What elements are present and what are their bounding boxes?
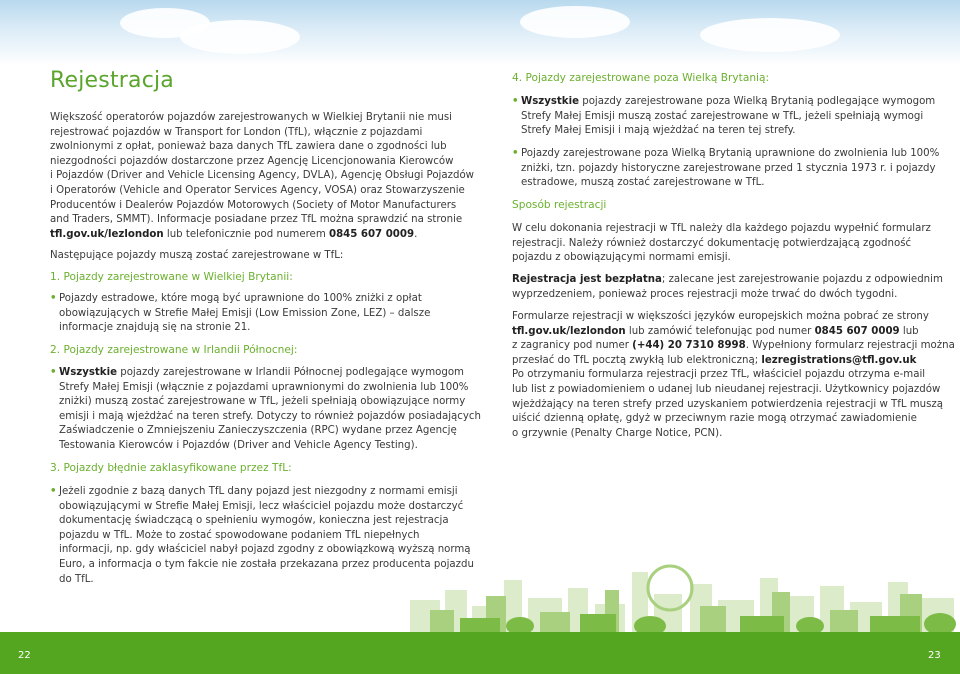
section-heading-ni: 2. Pojazdy zarejestrowane w Irlandii Północnej: xyxy=(50,344,298,356)
green-footer-band xyxy=(0,632,960,674)
section-heading-misclassified: 3. Pojazdy błędnie zaklasyfikowane przez TfL: xyxy=(50,462,292,474)
website-link[interactable]: tfl.gov.uk/lezlondon xyxy=(50,228,164,240)
phone-number: 0845 607 0009 xyxy=(814,325,900,337)
must-register-text: Następujące pojazdy muszą zostać zarejestrowane w TfL: xyxy=(50,250,344,261)
page-number-left: 22 xyxy=(18,650,31,661)
city-skyline-icon xyxy=(400,560,960,634)
page-number-right: 23 xyxy=(928,650,941,661)
bullet-icon: • xyxy=(50,293,57,304)
bullet-icon: • xyxy=(512,148,519,159)
sky-header xyxy=(0,0,960,66)
page-title: Rejestracja xyxy=(50,68,174,93)
international-phone-number: (+44) 20 7310 8998 xyxy=(632,340,746,352)
email-link[interactable]: lezregistrations@tfl.gov.uk xyxy=(761,354,917,366)
section-heading-non-uk: 4. Pojazdy zarejestrowane poza Wielką Brytanią: xyxy=(512,72,770,84)
section-heading-how-to-register: Sposób rejestracji xyxy=(512,199,607,211)
phone-number: 0845 607 0009 xyxy=(328,228,415,240)
bullet-icon: • xyxy=(50,486,57,497)
website-link[interactable]: tfl.gov.uk/lezlondon xyxy=(512,325,626,337)
bullet-icon: • xyxy=(512,96,519,107)
bullet-icon: • xyxy=(50,367,57,378)
section-heading-uk: 1. Pojazdy zarejestrowane w Wielkiej Brytanii: xyxy=(50,271,293,283)
